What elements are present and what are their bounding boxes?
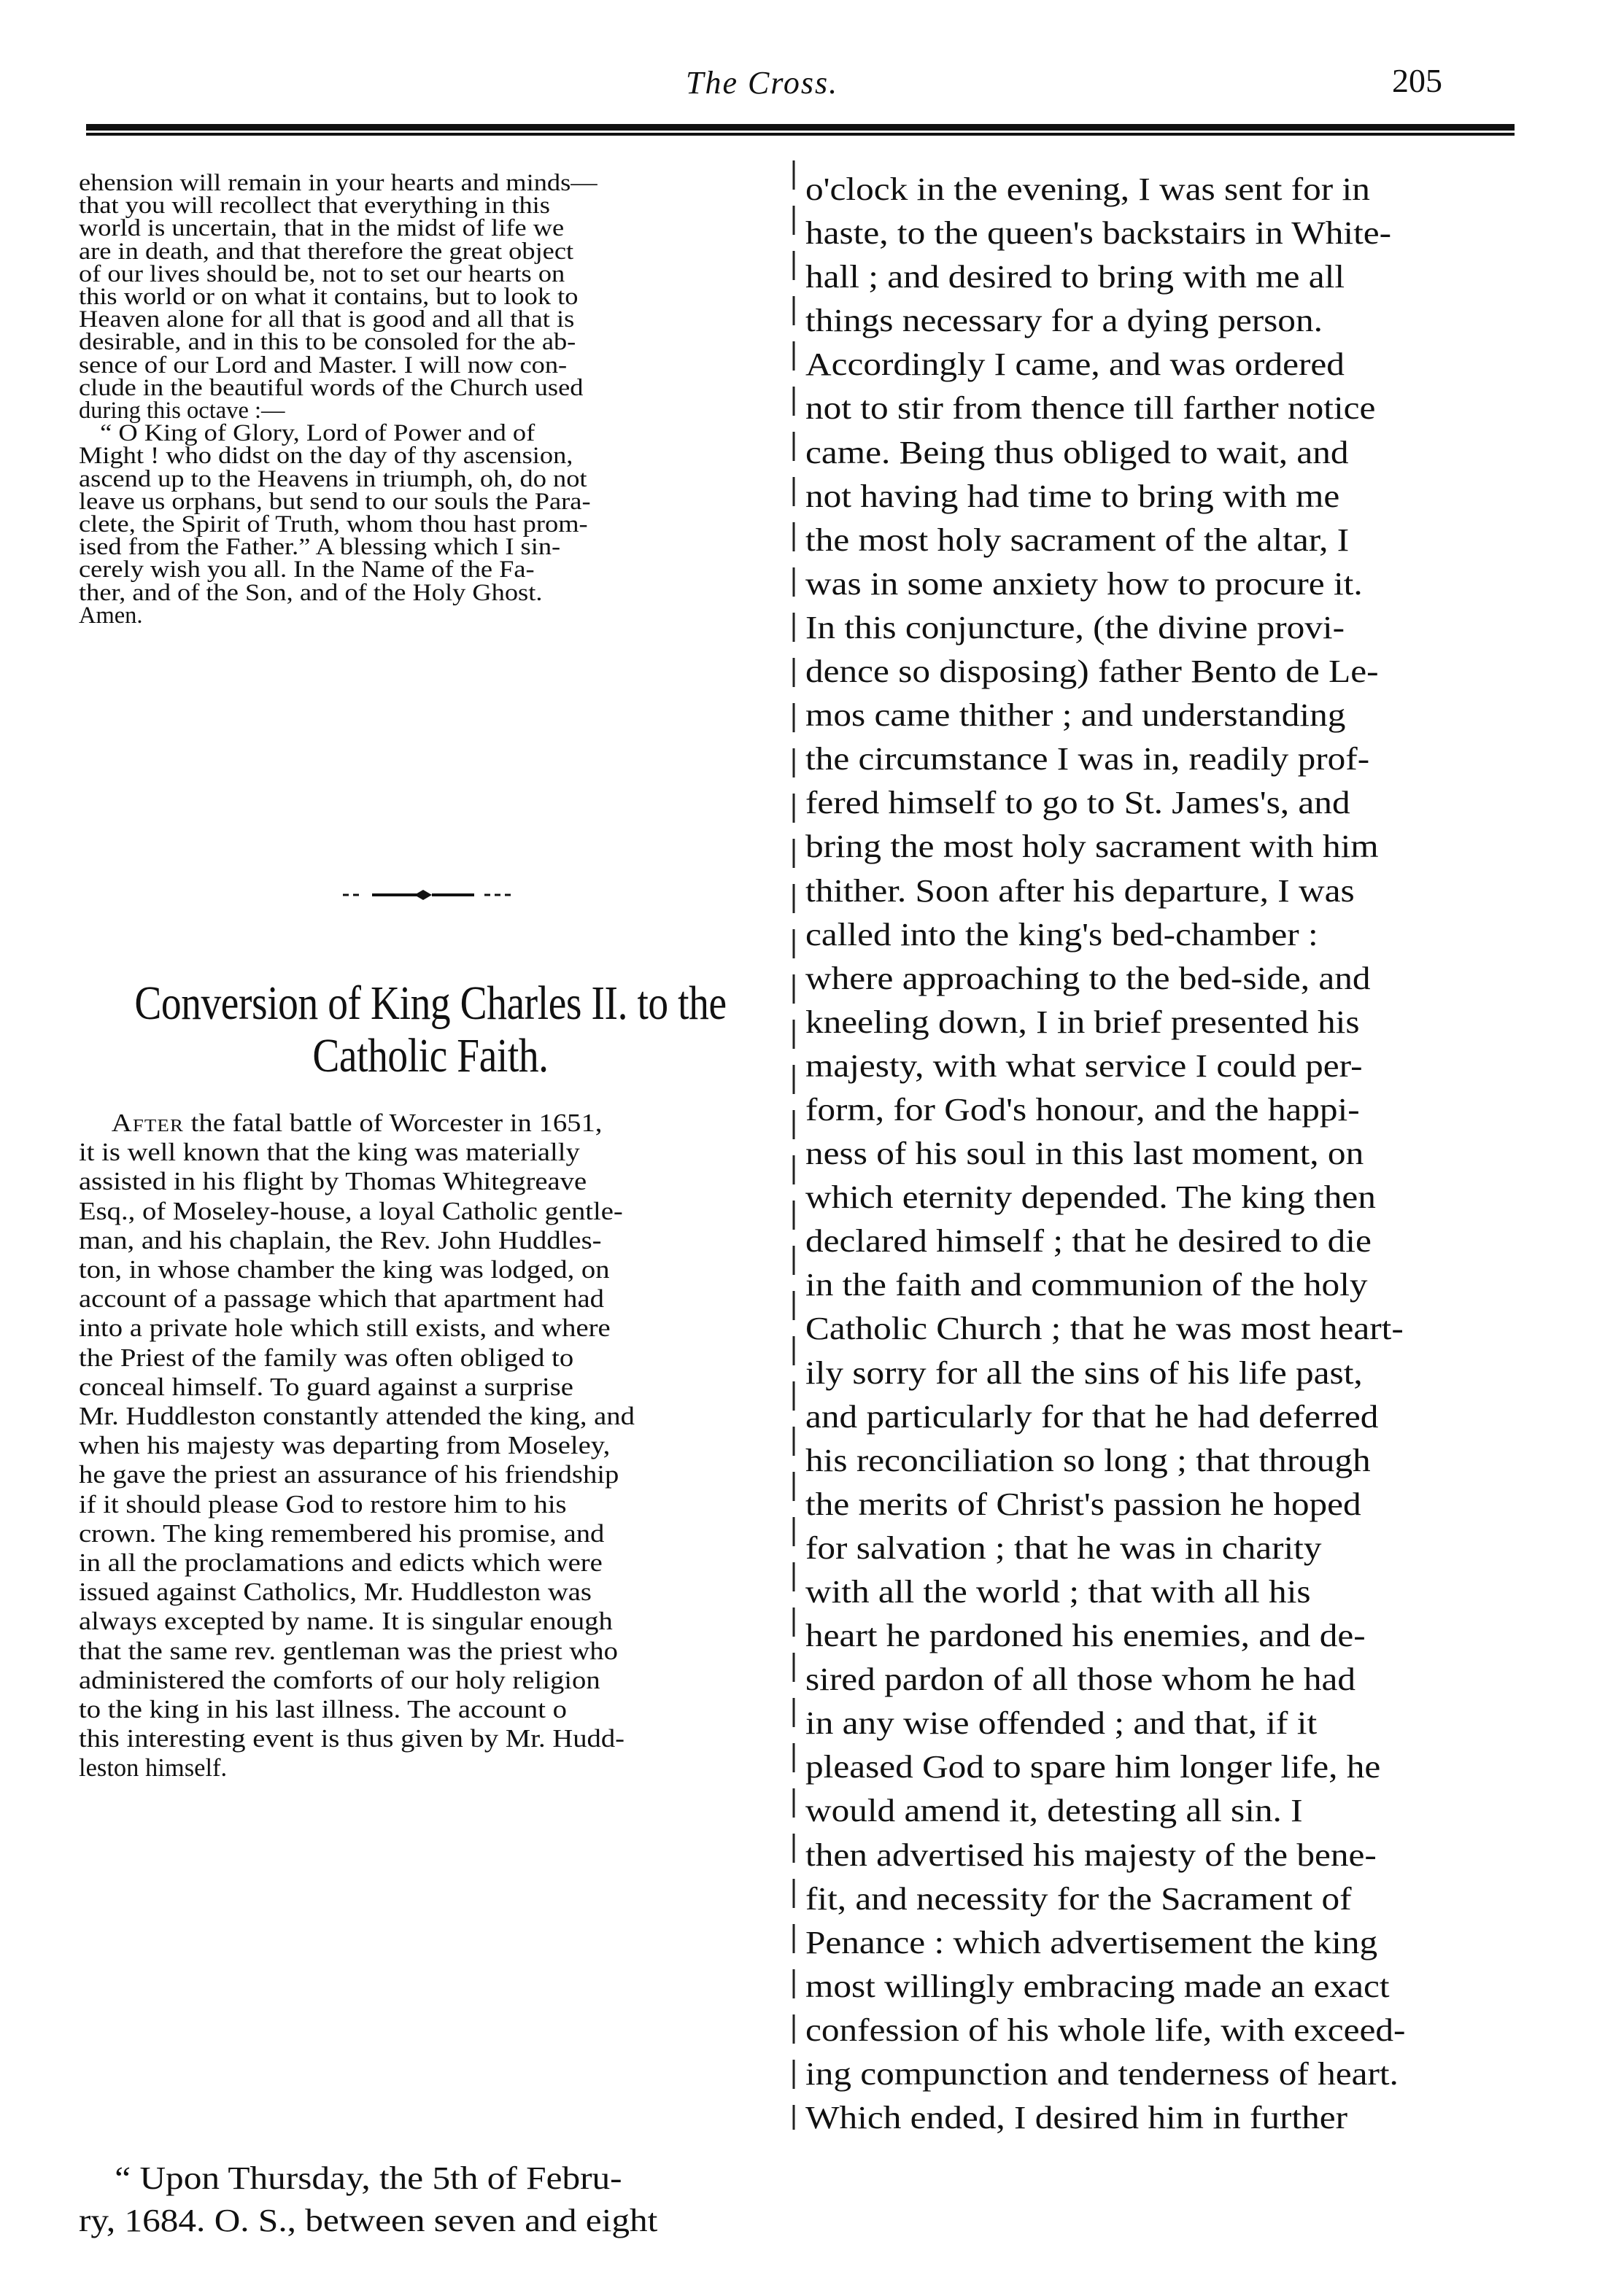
narrative-line: “ Upon Thursday, the 5th of Febru- xyxy=(115,2160,622,2196)
narrative-line: most willingly embracing made an exact xyxy=(805,1968,1390,2004)
article-line: Mr. Huddleston constantly attended the king, and xyxy=(79,1403,635,1431)
narrative-opening xyxy=(79,2157,788,2242)
narrative-line: his reconciliation so long ; that through xyxy=(805,1442,1371,1478)
article-line: conceal himself. To guard against a surprise xyxy=(79,1373,573,1401)
article-line: to the king in his last illness. The account o xyxy=(79,1696,567,1724)
text-line: desirable, and in this to be consoled for the ab- xyxy=(79,329,576,356)
opening-word: After xyxy=(111,1109,185,1137)
narrative-line: would amend it, detesting all sin. I xyxy=(805,1793,1303,1829)
article-line: crown. The king remembered his promise, and xyxy=(79,1519,605,1548)
narrative-line: ness of his soul in this last moment, on xyxy=(805,1136,1364,1172)
prayer-line: cerely wish you all. In the Name of the Fa- xyxy=(79,556,535,583)
narrative-line: for salvation ; that he was in charity xyxy=(805,1529,1322,1566)
narrative-line: Catholic Church ; that he was most heart- xyxy=(805,1311,1404,1347)
text-line: of our lives should be, not to set our hearts on xyxy=(79,260,565,287)
text-line: world is uncertain, that in the midst of life we xyxy=(79,215,565,242)
narrative-line: the circumstance I was in, readily prof- xyxy=(805,741,1370,777)
article-line-rest: the fatal battle of Worcester in 1651, xyxy=(184,1109,603,1137)
narrative-line: where approaching to the bed-side, and xyxy=(805,960,1371,996)
narrative-line: ily sorry for all the sins of his life past, xyxy=(805,1354,1363,1391)
narrative-paragraph-continued xyxy=(805,168,1517,2140)
article-line: he gave the priest an assurance of his friendship xyxy=(79,1461,619,1489)
text-line: ehension will remain in your hearts and minds— xyxy=(79,170,597,196)
narrative-line: and particularly for that he had deferred xyxy=(805,1398,1379,1435)
text-line: this world or on what it contains, but to look to xyxy=(79,284,579,311)
narrative-paragraph-start xyxy=(79,2157,788,2242)
text-line: Heaven alone for all that is good and all that is xyxy=(79,306,575,333)
narrative-line: things necessary for a dying person. xyxy=(805,303,1323,339)
article-line: always excepted by name. It is singular enough xyxy=(79,1607,613,1636)
narrative-line: In this conjuncture, (the divine provi- xyxy=(805,609,1345,645)
narrative-line: came. Being thus obliged to wait, and xyxy=(805,434,1349,470)
dash-ornament-icon xyxy=(343,884,511,906)
prayer-line: ther, and of the Son, and of the Holy Ghost. xyxy=(79,579,543,606)
narrative-line: confession of his whole life, with exceed- xyxy=(805,2012,1406,2048)
prayer-line: Amen. xyxy=(79,602,143,629)
narrative-line: with all the world ; that with all his xyxy=(805,1574,1311,1610)
article-line: leston himself. xyxy=(79,1754,228,1783)
article-title-line-2: Catholic Faith. xyxy=(312,1029,549,1082)
prayer-line: ised from the Father.” A blessing which I sin- xyxy=(79,534,561,561)
narrative-line: not to stir from thence till farther notice xyxy=(805,390,1376,427)
article-body xyxy=(79,1109,788,1783)
narrative-line: was in some anxiety how to procure it. xyxy=(805,565,1363,602)
narrative-line: kneeling down, I in brief presented his xyxy=(805,1004,1360,1040)
double-rule-icon xyxy=(86,123,1515,144)
narrative-line: majesty, with what service I could per- xyxy=(805,1047,1363,1084)
text-line: clude in the beautiful words of the Church used xyxy=(79,374,584,401)
article-line xyxy=(79,1109,873,1138)
text-line: during this octave :— xyxy=(79,397,285,424)
article-line: if it should please God to restore him to his xyxy=(79,1490,567,1519)
narrative-line: fered himself to go to St. James's, and xyxy=(805,785,1350,821)
article-line: it is well known that the king was materially xyxy=(79,1139,580,1167)
prayer-line: Might ! who didst on the day of thy ascension, xyxy=(79,443,573,470)
text-line: sence of our Lord and Master. I will now con- xyxy=(79,352,568,379)
narrative-line: which eternity depended. The king then xyxy=(805,1179,1376,1216)
article-line: when his majesty was departing from Moseley, xyxy=(79,1432,611,1460)
narrative-line: mos came thither ; and understanding xyxy=(805,697,1346,734)
narrative-line: o'clock in the evening, I was sent for in xyxy=(805,171,1370,207)
article-line: assisted in his flight by Thomas Whitegreave xyxy=(79,1168,587,1196)
narrative-line: haste, to the queen's backstairs in White- xyxy=(805,215,1392,252)
narrative-line: fit, and necessity for the Sacrament of xyxy=(805,1880,1352,1917)
article-line: into a private hole which still exists, and where xyxy=(79,1314,611,1343)
article-line: issued against Catholics, Mr. Huddleston was xyxy=(79,1578,592,1607)
narrative-line: Penance : which advertisement the king xyxy=(805,1924,1378,1960)
article-line: in all the proclamations and edicts which were xyxy=(79,1549,603,1578)
narrative-line: form, for God's honour, and the happi- xyxy=(805,1091,1360,1128)
page-number: 205 xyxy=(1392,62,1442,99)
left-column-continuation xyxy=(79,172,779,627)
article-title-line-1: Conversion of King Charles II. to the xyxy=(134,977,727,1030)
narrative-line: pleased God to spare him longer life, he xyxy=(805,1749,1381,1785)
text-line: are in death, and that therefore the great object xyxy=(79,238,574,265)
narrative-line: ing compunction and tenderness of heart. xyxy=(805,2056,1399,2093)
right-column xyxy=(805,168,1517,2140)
running-title: The Cross. xyxy=(686,65,839,101)
article-title xyxy=(130,977,730,1082)
narrative-line: the merits of Christ's passion he hoped xyxy=(805,1486,1361,1522)
article-line: Esq., of Moseley-house, a loyal Catholic gentle- xyxy=(79,1197,623,1225)
narrative-line: called into the king's bed-chamber : xyxy=(805,916,1318,953)
prayer-line: leave us orphans, but send to our souls the Para- xyxy=(79,488,591,515)
article-line: that the same rev. gentleman was the priest who xyxy=(79,1637,618,1665)
article-line: the Priest of the family was often obliged to xyxy=(79,1343,574,1372)
narrative-line: hall ; and desired to bring with me all xyxy=(805,259,1345,295)
article-line: this interesting event is thus given by Mr. Hudd- xyxy=(79,1725,625,1753)
narrative-line: in any wise offended ; and that, if it xyxy=(805,1705,1318,1742)
article-line: administered the comforts of our holy religion xyxy=(79,1666,600,1694)
narrative-line: ry, 1684. O. S., between seven and eight xyxy=(79,2203,658,2238)
article-line: ton, in whose chamber the king was lodged, on xyxy=(79,1256,610,1284)
narrative-line: thither. Soon after his departure, I was xyxy=(805,872,1355,909)
narrative-line: the most holy sacrament of the altar, I xyxy=(805,521,1350,558)
narrative-line: then advertised his majesty of the bene- xyxy=(805,1837,1377,1873)
article-paragraph xyxy=(79,1109,788,1783)
narrative-line: dence so disposing) father Bento de Le- xyxy=(805,653,1379,690)
narrative-line: declared himself ; that he desired to die xyxy=(805,1223,1372,1260)
article-line: man, and his chaplain, the Rev. John Huddles- xyxy=(79,1226,602,1254)
narrative-line: sired pardon of all those whom he had xyxy=(805,1661,1356,1698)
prayer-line: clete, the Spirit of Truth, whom thou hast prom- xyxy=(79,511,588,538)
prayer-line: “ O King of Glory, Lord of Power and of xyxy=(100,420,535,447)
narrative-line: not having had time to bring with me xyxy=(805,478,1340,514)
closing-prayer xyxy=(79,422,779,627)
narrative-line: Accordingly I came, and was ordered xyxy=(805,346,1345,383)
sermon-conclusion xyxy=(79,172,779,422)
text-line: that you will recollect that everything in this xyxy=(79,193,550,220)
article-line: account of a passage which that apartment had xyxy=(79,1285,604,1314)
narrative-line: in the faith and communion of the holy xyxy=(805,1267,1368,1303)
narrative-line: bring the most holy sacrament with him xyxy=(805,829,1379,865)
narrative-line: heart he pardoned his enemies, and de- xyxy=(805,1618,1366,1654)
prayer-line: ascend up to the Heavens in triumph, oh, do not xyxy=(79,465,587,492)
narrative-line: Which ended, I desired him in further xyxy=(805,2100,1348,2136)
